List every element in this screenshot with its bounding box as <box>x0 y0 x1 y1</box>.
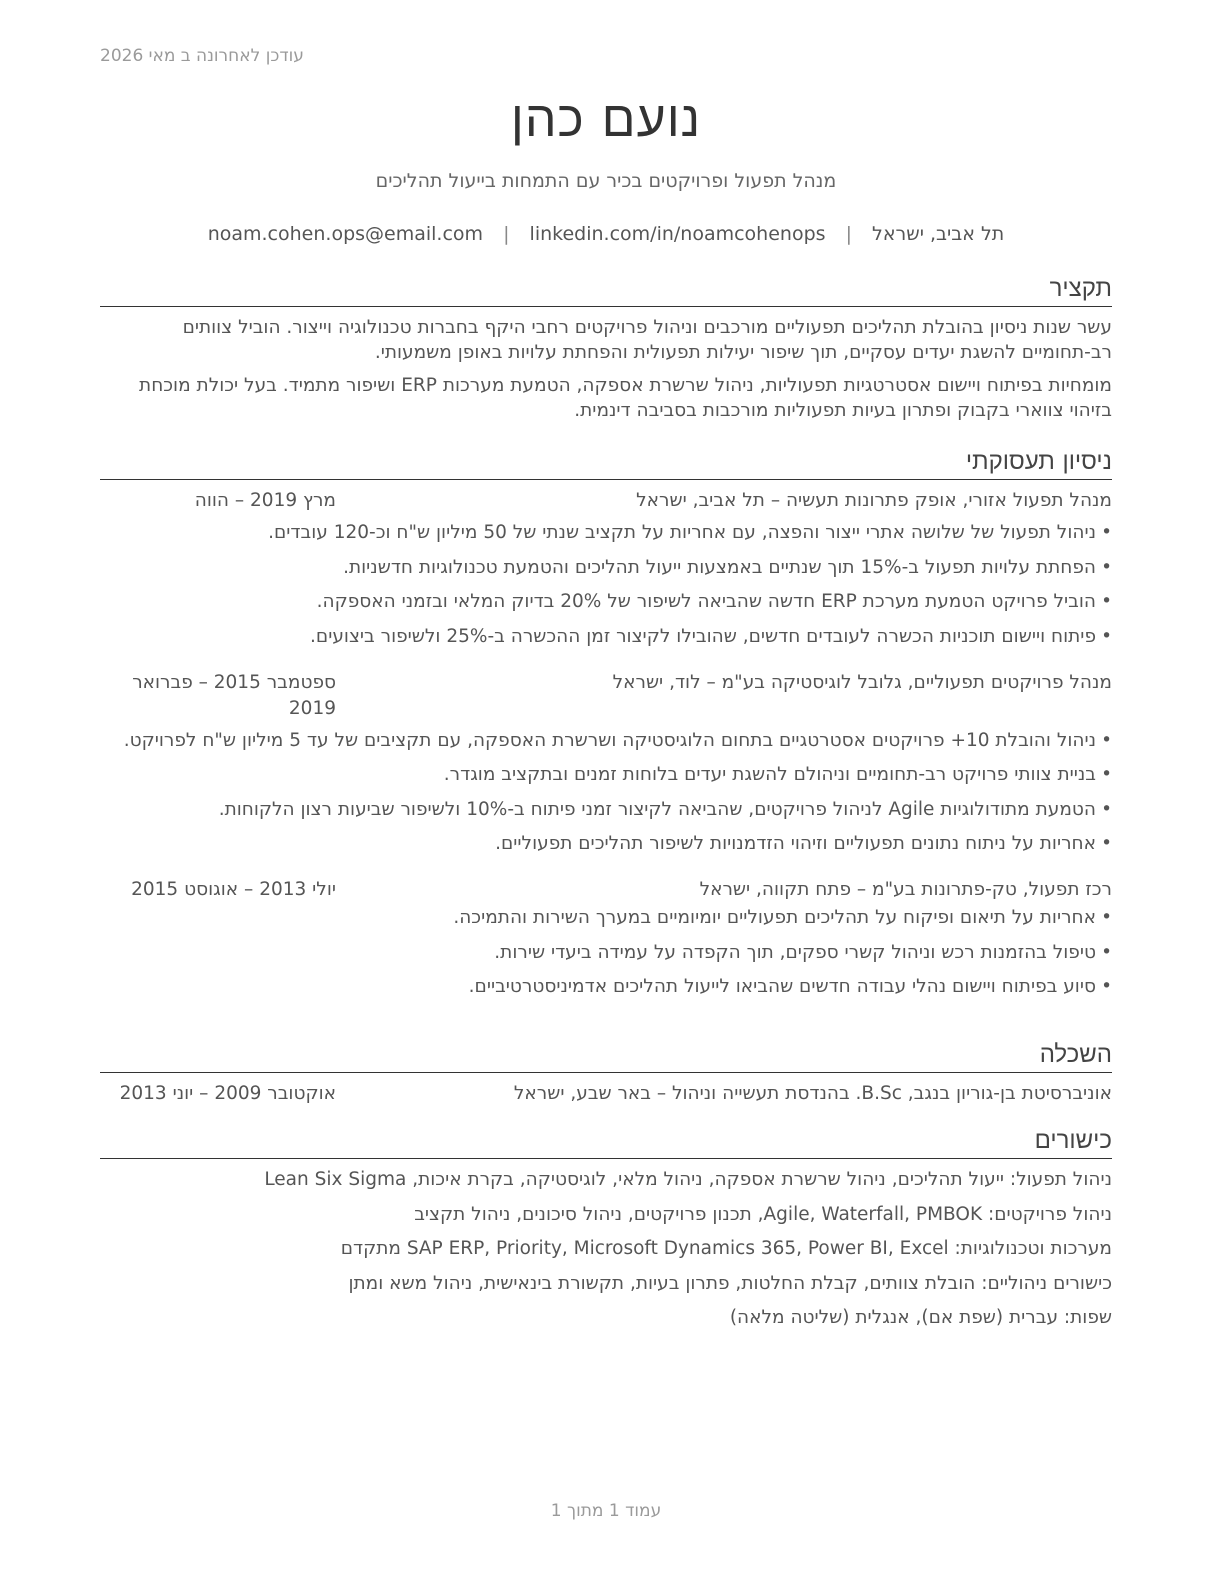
job-bullet: • הטמעת מתודולוגיות Agile לניהול פרויקטים, שהביאה לקיצור זמני פיתוח ב-10% ולשיפור שביעות רצון הלקוחות. <box>100 797 1112 823</box>
contact-separator: | <box>845 223 852 245</box>
contact-separator: | <box>503 223 510 245</box>
job-bullet: • ניהול והובלת 10+ פרויקטים אסטרטגיים בתחום הלוגיסטיקה ושרשרת האספקה, עם תקציבים של עד 5 מיליון ש"ח לפרויקט. <box>100 728 1112 754</box>
education-title: אוניברסיטת בן-גוריון בנגב, B.Sc. בהנדסת תעשייה וניהול – באר שבע, ישראל <box>513 1083 1112 1104</box>
job-entry <box>100 877 1112 1000</box>
job-dates: מרץ 2019 – הווה <box>194 490 336 511</box>
contact-email-link[interactable]: noam.cohen.ops@email.com <box>207 223 484 245</box>
candidate-title: מנהל תפעול ופרויקטים בכיר עם התמחות בייעול תהליכים <box>375 170 837 192</box>
job-bullet: • סיוע בפיתוח ויישום נהלי עבודה חדשים שהביאו לייעול תהליכים אדמיניסטרטיביים. <box>100 974 1112 1000</box>
job-bullet: • אחריות על ניתוח נתונים תפעוליים וזיהוי הזדמנויות לשיפור תהליכים תפעוליים. <box>100 831 1112 857</box>
resume-page <box>100 0 1112 1584</box>
skill-line: מערכות וטכנולוגיות: SAP ERP, Priority, Microsoft Dynamics 365, Power BI, Excel מתקדם <box>340 1238 1112 1259</box>
education-dates: אוקטובר 2009 – יוני 2013 <box>119 1083 336 1104</box>
job-entry <box>100 670 1112 858</box>
job-bullet: • הוביל פרויקט הטמעת מערכת ERP חדשה שהביאה לשיפור של 20% בדיוק המלאי ובזמני האספקה. <box>100 589 1112 615</box>
summary-paragraph: מומחיות בפיתוח ויישום אסטרטגיות תפעוליות, ניהול שרשרת אספקה, הטמעת מערכות ERP ושיפור מתמיד. בעל יכולת מוכחת בזיהוי צווארי בקבוק ופתרון בעיות תפעוליות מורכבות בסביבה דינמית. <box>139 375 1112 421</box>
job-bullet: • הפחתת עלויות תפעול ב-15% תוך שנתיים באמצעות ייעול תהליכים והטמעת טכנולוגיות חדשניות. <box>100 555 1112 581</box>
skill-line: ניהול תפעול: ייעול תהליכים, ניהול שרשרת אספקה, ניהול מלאי, לוגיסטיקה, בקרת איכות, Lean Six Sigma <box>264 1169 1112 1190</box>
job-title: רכז תפעול, טק-פתרונות בע"מ – פתח תקווה, ישראל <box>699 879 1112 900</box>
section-title-education: השכלה <box>100 1038 1112 1073</box>
contact-line <box>100 223 1112 245</box>
summary-section <box>100 272 1112 431</box>
job-bullets <box>100 520 1112 650</box>
job-bullet: • בניית צוותי פרויקט רב-תחומיים וניהולם להשגת יעדים בלוחות זמנים ובתקציב מוגדר. <box>100 762 1112 788</box>
skill-line: כישורים ניהוליים: הובלת צוותים, קבלת החלטות, פתרון בעיות, תקשורת בינאישית, ניהול משא ומתן <box>348 1272 1112 1294</box>
candidate-name: נועם כהן <box>510 90 702 148</box>
section-title-summary: תקציר <box>100 272 1112 307</box>
section-title-experience: ניסיון תעסוקתי <box>100 445 1112 480</box>
job-title: מנהל תפעול אזורי, אופק פתרונות תעשיה – תל אביב, ישראל <box>636 490 1112 511</box>
contact-location: תל אביב, ישראל <box>872 223 1005 245</box>
page-indicator: עמוד 1 מתוך 1 <box>550 1501 662 1521</box>
job-dates: ספטמבר 2015 – פברואר 2019 <box>132 671 336 719</box>
last-updated-note: עודכן לאחרונה ב מאי 2026 <box>100 46 304 66</box>
skill-line: ניהול פרויקטים: Agile, Waterfall, PMBOK, תכנון פרויקטים, ניהול סיכונים, ניהול תקציב <box>414 1203 1112 1225</box>
skills-section <box>100 1124 1112 1340</box>
contact-linkedin-link[interactable]: linkedin.com/in/noamcohenops <box>529 223 826 245</box>
job-bullet: • טיפול בהזמנות רכש וניהול קשרי ספקים, תוך הקפדה על עמידה ביעדי שירות. <box>100 940 1112 966</box>
job-header <box>100 877 1112 903</box>
job-header <box>100 488 1112 514</box>
job-header <box>100 670 1112 722</box>
job-bullet: • ניהול תפעול של שלושה אתרי ייצור והפצה, עם אחריות על תקציב שנתי של 50 מיליון ש"ח וכ-120 עובדים. <box>100 520 1112 546</box>
job-bullet: • אחריות על תיאום ופיקוח על תהליכים תפעוליים יומיומיים במערך השירות והתמיכה. <box>100 905 1112 931</box>
skill-line: שפות: עברית (שפת אם), אנגלית (שליטה מלאה) <box>729 1307 1112 1328</box>
job-title: מנהל פרויקטים תפעוליים, גלובל לוגיסטיקה בע"מ – לוד, ישראל <box>612 671 1112 693</box>
section-title-skills: כישורים <box>100 1124 1112 1159</box>
job-bullet: • פיתוח ויישום תוכניות הכשרה לעובדים חדשים, שהובילו לקיצור זמן ההכשרה ב-25% ולשיפור ביצועים. <box>100 624 1112 650</box>
education-entry <box>100 1081 1112 1107</box>
education-section <box>100 1038 1112 1107</box>
summary-paragraph: עשר שנות ניסיון בהובלת תהליכים תפעוליים מורכבים וניהול פרויקטים רחבי היקף בחברות טכנולוגיה וייצור. הוביל צוותים רב-תחומיים להשגת יעדים עסקיים, תוך שיפור יעילות תפעולית והפחתת עלויות באופן משמעותי. <box>182 317 1112 363</box>
job-bullets <box>100 905 1112 1000</box>
job-dates: יולי 2013 – אוגוסט 2015 <box>131 879 336 900</box>
job-bullets <box>100 728 1112 858</box>
job-entry <box>100 488 1112 650</box>
experience-section <box>100 445 1112 1009</box>
